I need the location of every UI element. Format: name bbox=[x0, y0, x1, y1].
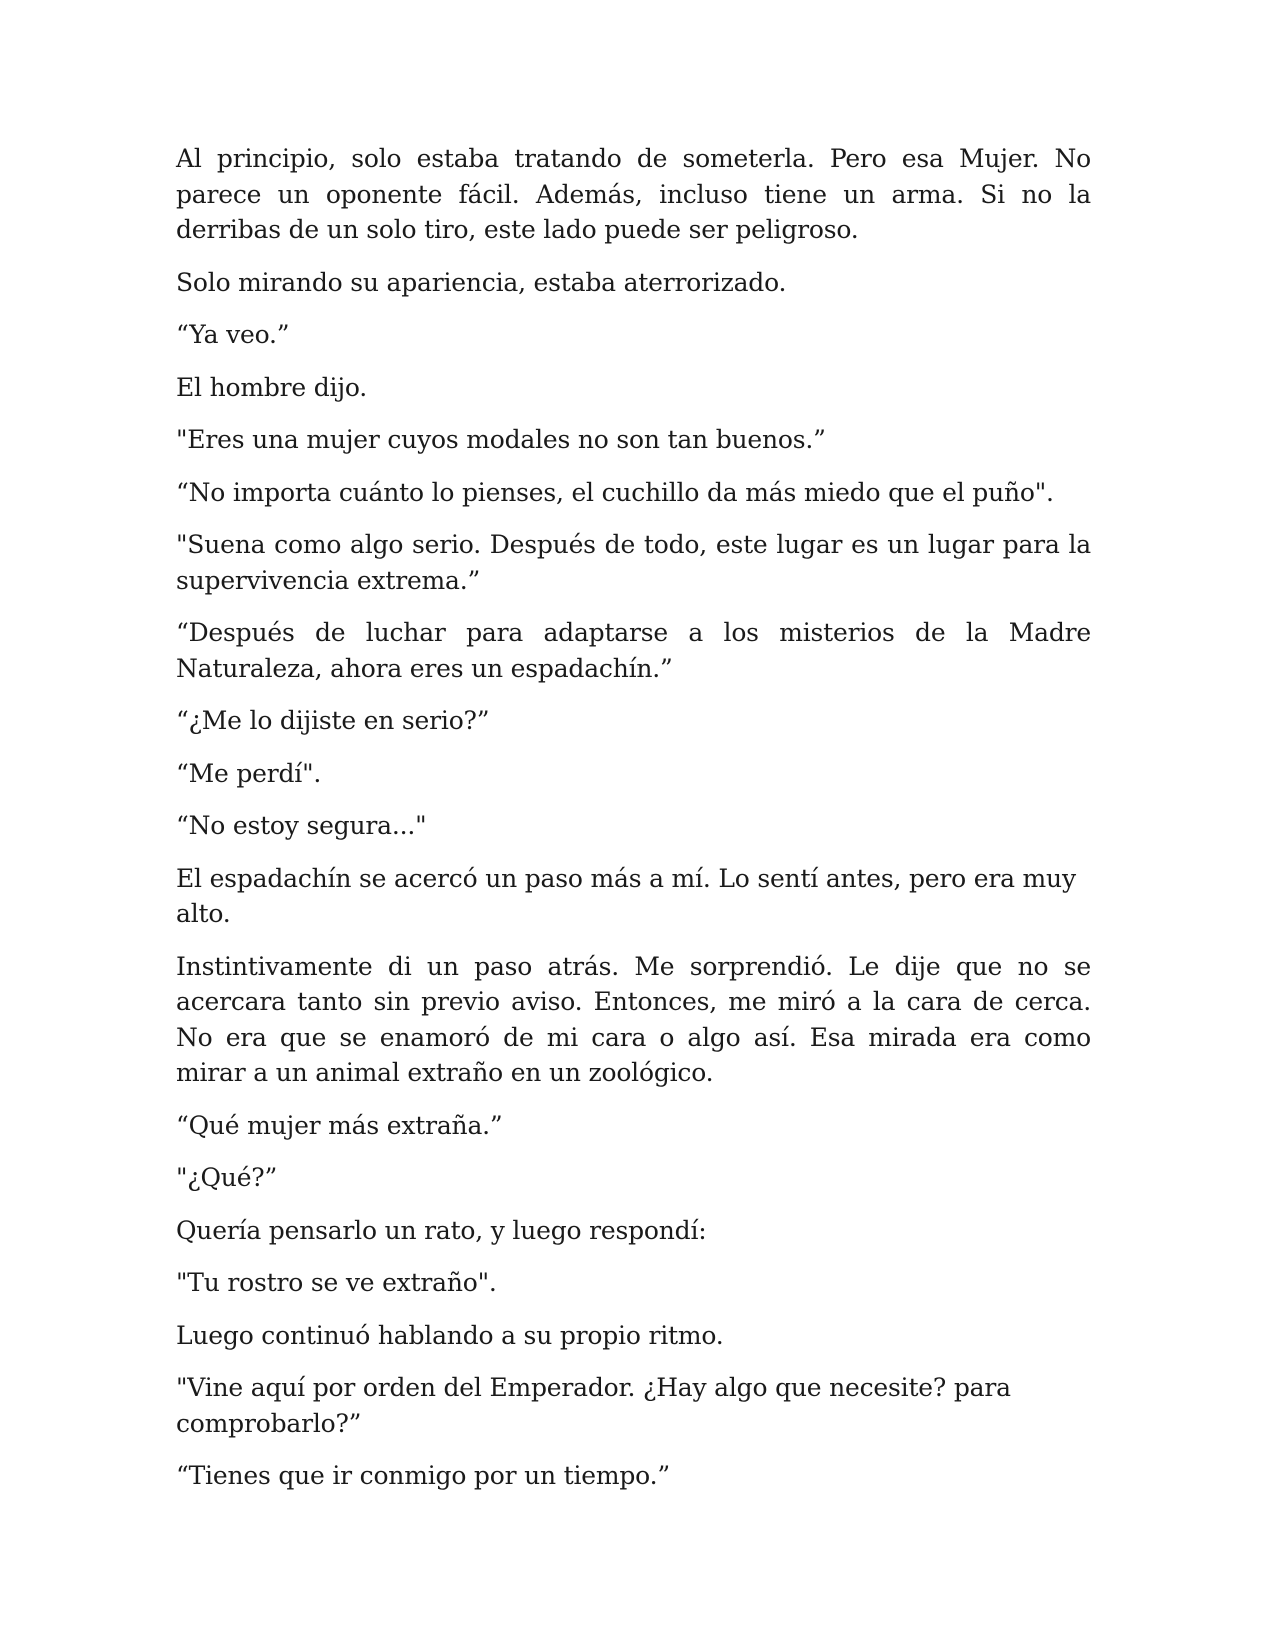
paragraph: “Qué mujer más extraña.” bbox=[176, 1110, 503, 1140]
paragraph: “Me perdí". bbox=[176, 758, 322, 788]
paragraph: Solo mirando su apariencia, estaba aterrorizado. bbox=[176, 267, 787, 297]
paragraph: “Tienes que ir conmigo por un tiempo.” bbox=[176, 1461, 670, 1490]
body-text bbox=[176, 141, 1091, 1511]
paragraph: “No importa cuánto lo pienses, el cuchillo da más miedo que el puño". bbox=[176, 477, 1054, 507]
paragraph: "Tu rostro se ve extraño". bbox=[176, 1268, 497, 1297]
paragraph: "Eres una mujer cuyos modales no son tan buenos.” bbox=[176, 425, 826, 454]
paragraph: Instintivamente di un paso atrás. Me sorprendió. Le dije que no se acercara tanto sin previo aviso. Entonces, me miró a la cara de cerca. No era que se enamoró de mi cara o algo así. Esa mirada era como mirar a un animal extraño en un zoológico. bbox=[176, 951, 1091, 1087]
paragraph: Al principio, solo estaba tratando de someterla. Pero esa Mujer. No parece un oponente fácil. Además, incluso tiene un arma. Si no la derribas de un solo tiro, este lado puede ser peligroso. bbox=[176, 144, 1091, 244]
paragraph: “Después de luchar para adaptarse a los misterios de la Madre Naturaleza, ahora eres un espadachín.” bbox=[176, 618, 1091, 683]
paragraph: “¿Me lo dijiste en serio?” bbox=[176, 706, 490, 735]
paragraph: “No estoy segura..." bbox=[176, 811, 427, 840]
paragraph: Quería pensarlo un rato, y luego respondí: bbox=[176, 1215, 707, 1245]
paragraph: Luego continuó hablando a su propio ritmo. bbox=[176, 1320, 724, 1350]
paragraph: "Suena como algo serio. Después de todo, este lugar es un lugar para la supervivencia extrema.” bbox=[176, 530, 1091, 595]
paragraph: El espadachín se acercó un paso más a mí. Lo sentí antes, pero era muy alto. bbox=[176, 863, 1076, 928]
paragraph: El hombre dijo. bbox=[176, 372, 368, 402]
paragraph: "¿Qué?” bbox=[176, 1163, 278, 1192]
paragraph: “Ya veo.” bbox=[176, 320, 290, 349]
paragraph: "Vine aquí por orden del Emperador. ¿Hay algo que necesite? para comprobarlo?” bbox=[176, 1373, 1011, 1438]
